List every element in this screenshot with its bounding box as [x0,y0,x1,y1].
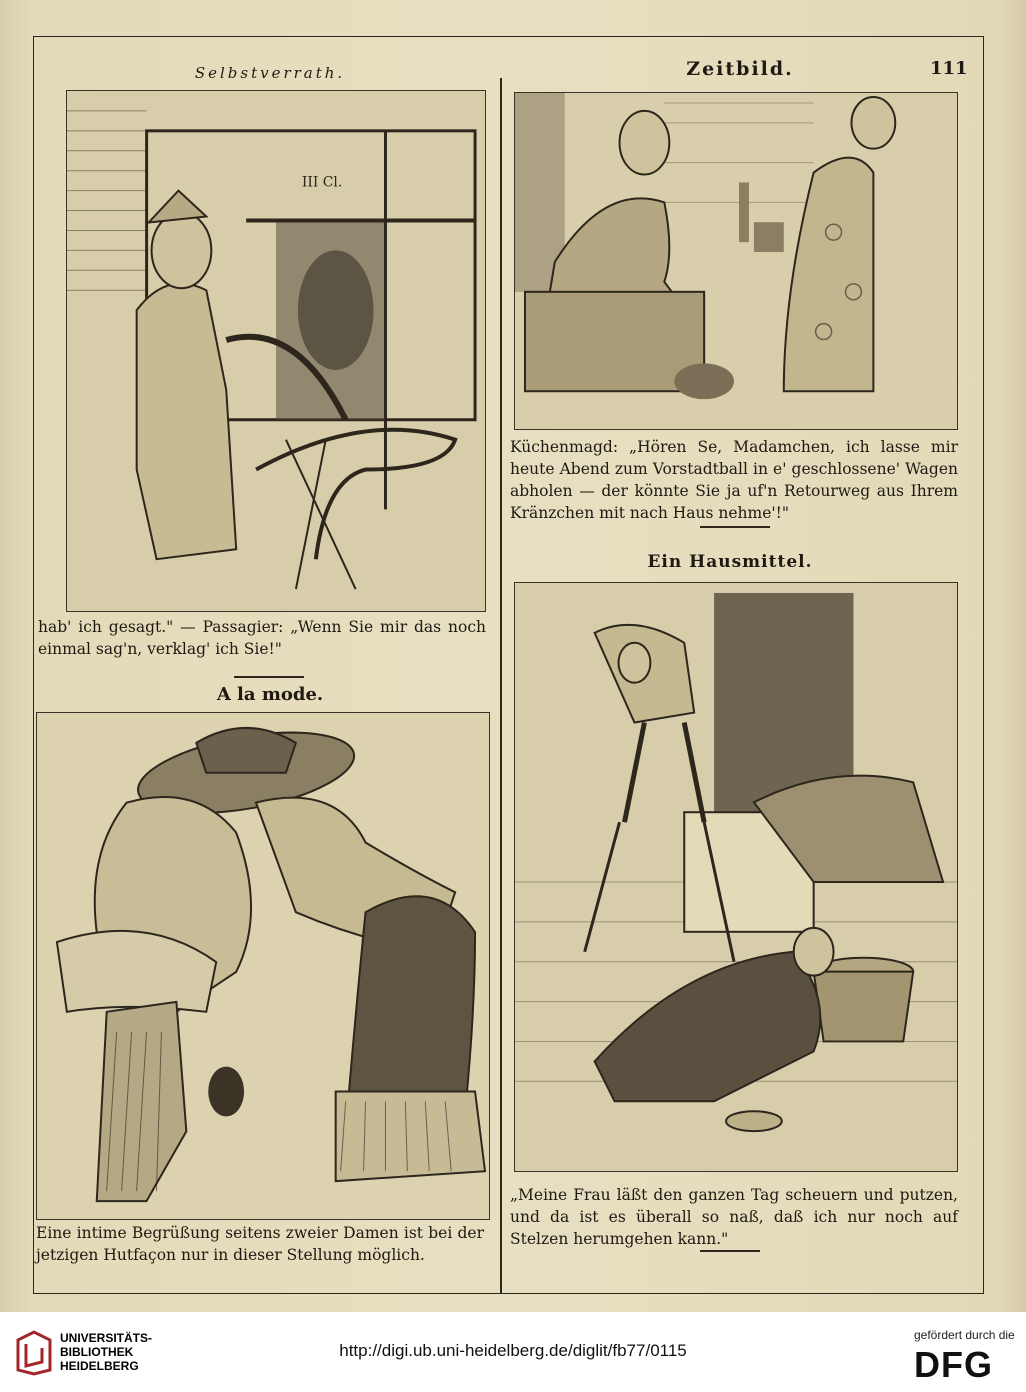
caption-text: hab' ich gesagt." — Passagier: „Wenn Sie mir das noch einmal sag'n, verklag' ich Sie!" [38,618,486,658]
library-name-line-2: BIBLIOTHEK [60,1345,134,1359]
separator-rule [700,1250,760,1252]
permalink-url[interactable]: http://digi.ub.uni-heidelberg.de/diglit/fb77/0115 [339,1341,687,1360]
funded-by-label: gefördert durch die [914,1328,1015,1342]
illustration-man-on-stilts [514,582,958,1172]
caption-text: Eine intime Begrüßung seitens zweier Damen ist bei der jetzigen Hutfaçon nur in dieser Stellung möglich. [36,1224,484,1264]
digital-library-footer [0,1312,1026,1392]
cartoon-caption-ein-hausmittel [510,1184,958,1250]
column-divider [500,78,502,1294]
cartoon-title-selbstverrath: Selbstverrath. [194,64,346,82]
separator-rule [700,526,770,528]
illustration-kitchen-maid [514,92,958,430]
cartoon-title-a-la-mode: A la mode. [216,684,324,705]
cartoon-caption-a-la-mode [36,1222,484,1266]
page-number: 111 [930,58,968,79]
illustration-train-conductor [66,90,486,612]
cartoon-title-ein-hausmittel: Ein Hausmittel. [647,552,813,572]
cartoon-caption-zeitbild [510,436,958,524]
dfg-logo: DFG [914,1344,993,1385]
caption-text: Küchenmagd: „Hören Se, Madamchen, ich lasse mir heute Abend zum Vorstadtball in e' geschlossene' Wagen abholen — der könnte Sie ja uf'n Retourweg aus Ihrem Kränzchen mit nach Haus nehme'!" [510,438,958,522]
cartoon-title-zeitbild: Zeitbild. [686,58,794,80]
caption-text: „Meine Frau läßt den ganzen Tag scheuern und putzen, und da ist es überall so naß, daß ich nur noch auf Stelzen herumgehen kann." [510,1186,958,1248]
window-class-label: III Cl. [301,174,343,191]
separator-rule [234,676,304,678]
cartoon-caption-selbstverrath [38,616,486,660]
library-name-line-3: HEIDELBERG [60,1359,139,1373]
illustration-two-ladies-hats [36,712,490,1220]
library-name-line-1: UNIVERSITÄTS- [60,1331,153,1345]
